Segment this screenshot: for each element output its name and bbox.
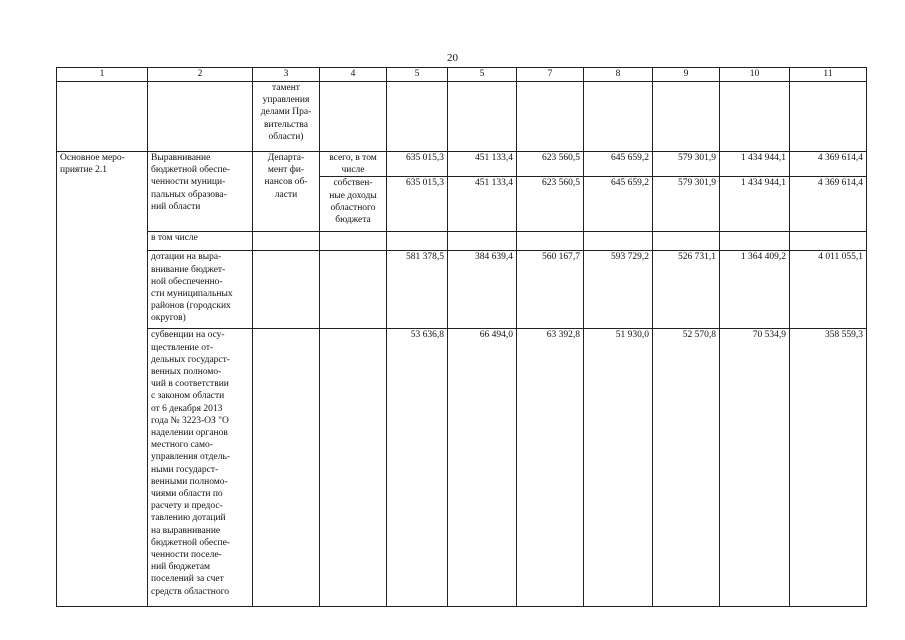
table-cell (653, 232, 720, 251)
value-cell: 4 011 055,1 (790, 251, 867, 329)
table-cell (320, 251, 387, 329)
value-cell: 4 369 614,4 (790, 177, 867, 232)
table-cell (653, 82, 720, 152)
header-cell: 10 (720, 68, 790, 82)
header-cell: 9 (653, 68, 720, 82)
table-cell (253, 232, 320, 251)
table-cell (720, 232, 790, 251)
value-cell: 70 534,9 (720, 329, 790, 607)
header-cell: 8 (584, 68, 653, 82)
value-cell: 53 636,8 (387, 329, 448, 607)
value-cell: 1 364 409,2 (720, 251, 790, 329)
header-row (57, 68, 867, 82)
subsidies-description-cell: дотации на выра- внивание бюджет- ной обеспеченно- сти муниципальных районов (городских округов) (148, 251, 253, 329)
table-cell (790, 232, 867, 251)
value-cell: 645 659,2 (584, 177, 653, 232)
value-cell: 63 392,8 (517, 329, 584, 607)
table-cell (148, 82, 253, 152)
value-cell: 52 570,8 (653, 329, 720, 607)
value-cell: 358 559,3 (790, 329, 867, 607)
value-cell: 645 659,2 (584, 152, 653, 177)
budget-table (56, 67, 867, 607)
table-cell (720, 82, 790, 152)
table-cell (57, 329, 148, 607)
subsidies-row (57, 251, 867, 329)
header-cell: 1 (57, 68, 148, 82)
value-cell: 384 639,4 (448, 251, 517, 329)
header-cell: 7 (517, 68, 584, 82)
header-cell: 5 (387, 68, 448, 82)
value-cell: 593 729,2 (584, 251, 653, 329)
page-number: 20 (447, 52, 458, 64)
table-cell (387, 82, 448, 152)
including-row (57, 232, 867, 251)
subventions-row (57, 329, 867, 607)
value-cell: 635 015,3 (387, 177, 448, 232)
value-cell: 579 301,9 (653, 152, 720, 177)
value-cell: 526 731,1 (653, 251, 720, 329)
header-cell: 4 (320, 68, 387, 82)
table-cell (253, 329, 320, 607)
including-label-cell: в том числе (148, 232, 253, 251)
value-cell: 560 167,7 (517, 251, 584, 329)
table-cell (584, 232, 653, 251)
value-cell: 451 133,4 (448, 177, 517, 232)
subventions-description-cell: субвенции на осу- ществление от- дельных государст- венных полномо- чий в соответствии с законом области от 6 декабря 2013 года № 3223-ОЗ "О наделении органов местного само- управления отдель- ными государст- венными полномо- чиями области по расчету и предос- тавлению дотаций на выравнивание бюджетной обеспе- ченности поселе- ний бюджетам поселений за счет средств областного (148, 329, 253, 607)
executor-continuation-cell: тамент управления делами Пра- вительства области) (253, 82, 320, 152)
value-cell: 581 378,5 (387, 251, 448, 329)
activity-description-cell: Выравнивание бюджетной обеспе- ченности муници- пальных образова- ний области (148, 152, 253, 232)
table-cell (448, 232, 517, 251)
value-cell: 579 301,9 (653, 177, 720, 232)
activity-name-cell: Основное меро- приятие 2.1 (57, 152, 148, 232)
value-cell: 51 930,0 (584, 329, 653, 607)
value-cell: 4 369 614,4 (790, 152, 867, 177)
table-cell (387, 232, 448, 251)
table-cell (253, 251, 320, 329)
total-row (57, 152, 867, 177)
table-cell (57, 82, 148, 152)
executor-cell: Департа- мент фи- нансов об- ласти (253, 152, 320, 232)
funding-source-own-cell: собствен- ные доходы областного бюджета (320, 177, 387, 232)
value-cell: 623 560,5 (517, 177, 584, 232)
table-cell (320, 329, 387, 607)
funding-source-total-cell: всего, в том числе (320, 152, 387, 177)
table-cell (517, 232, 584, 251)
table-cell (320, 82, 387, 152)
header-cell: 11 (790, 68, 867, 82)
header-cell: 5 (448, 68, 517, 82)
value-cell: 451 133,4 (448, 152, 517, 177)
table-cell (584, 82, 653, 152)
value-cell: 1 434 944,1 (720, 177, 790, 232)
value-cell: 623 560,5 (517, 152, 584, 177)
table-cell (57, 251, 148, 329)
table-cell (517, 82, 584, 152)
value-cell: 635 015,3 (387, 152, 448, 177)
value-cell: 1 434 944,1 (720, 152, 790, 177)
value-cell: 66 494,0 (448, 329, 517, 607)
table-cell (57, 232, 148, 251)
table-cell (320, 232, 387, 251)
table-cell (790, 82, 867, 152)
header-cell: 2 (148, 68, 253, 82)
continuation-row (57, 82, 867, 152)
header-cell: 3 (253, 68, 320, 82)
table-cell (448, 82, 517, 152)
